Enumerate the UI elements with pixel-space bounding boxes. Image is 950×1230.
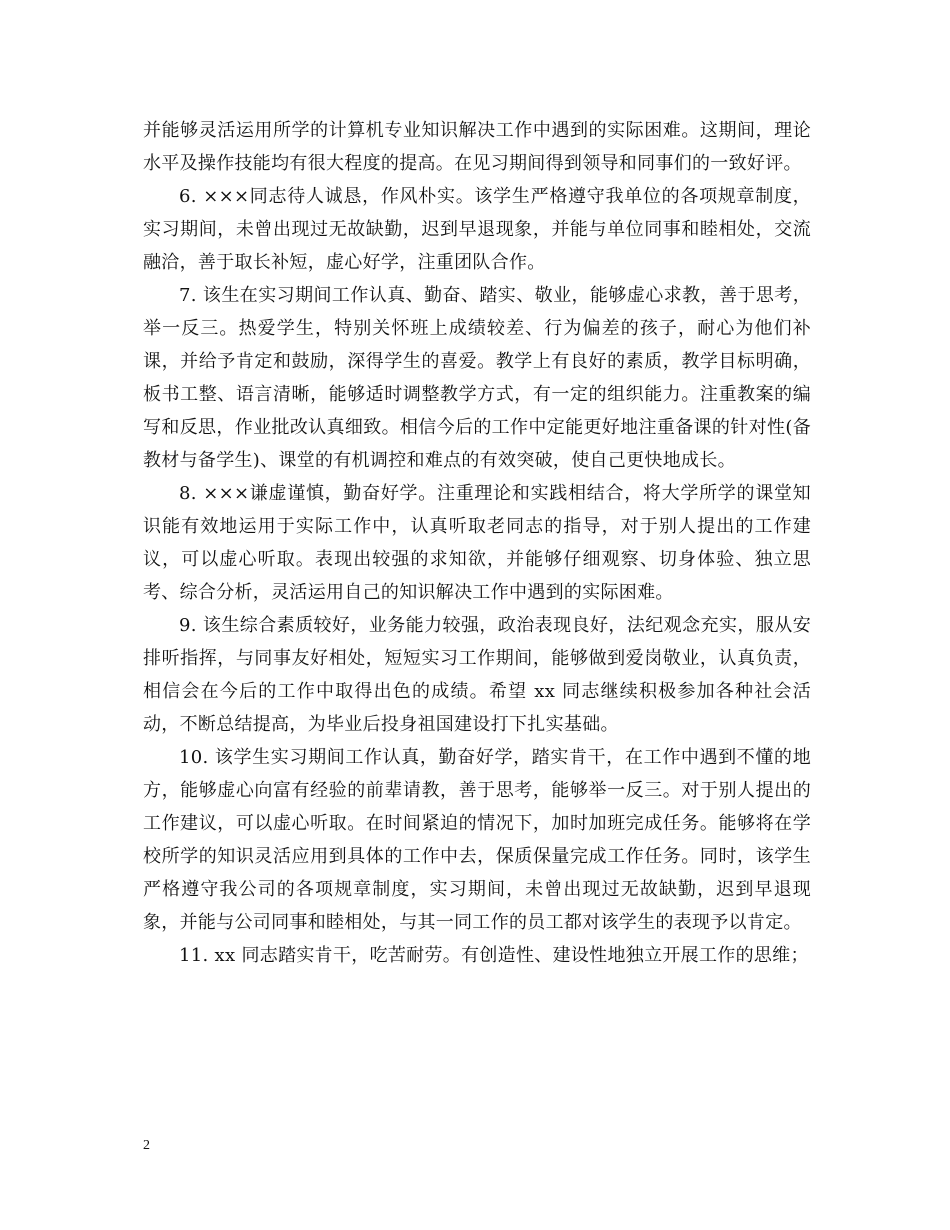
page-number: 2 [143, 1138, 150, 1153]
paragraph-item-9: 9. 该生综合素质较好，业务能力较强，政治表现良好，法纪观念充实，服从安排听指挥，与同事友好相处，短短实习工作期间，能够做到爱岗敬业，认真负责，相信会在今后的工作中取得出色的成绩。希望 xx 同志继续积极参加各种社会活动，不断总结提高，为毕业后投身祖国建设打下扎实基础。 [143, 615, 811, 735]
paragraph-item-8: 8. ×××谦虚谨慎，勤奋好学。注重理论和实践相结合，将大学所学的课堂知识能有效地运用于实际工作中，认真听取老同志的指导，对于别人提出的工作建议，可以虚心听取。表现出较强的求知欲，并能够仔细观察、切身体验、独立思考、综合分析，灵活运用自己的知识解决工作中遇到的实际困难。 [143, 483, 811, 603]
paragraph-item-6: 6. ×××同志待人诚恳，作风朴实。该学生严格遵守我单位的各项规章制度，实习期间，未曾出现过无故缺勤，迟到早退现象，并能与单位同事和睦相处，交流融洽，善于取长补短，虚心好学，注重团队合作。 [143, 186, 811, 273]
paragraph-item-7: 7. 该生在实习期间工作认真、勤奋、踏实、敬业，能够虚心求教，善于思考，举一反三。热爱学生，特别关怀班上成绩较差、行为偏差的孩子，耐心为他们补课，并给予肯定和鼓励，深得学生的喜爱。教学上有良好的素质，教学目标明确，板书工整、语言清晰，能够适时调整教学方式，有一定的组织能力。注重教案的编写和反思，作业批改认真细致。相信今后的工作中定能更好地注重备课的针对性(备教材与备学生)、课堂的有机调控和难点的有效突破，使自己更快地成长。 [143, 285, 811, 471]
paragraph-item-10: 10. 该学生实习期间工作认真，勤奋好学，踏实肯干，在工作中遇到不懂的地方，能够虚心向富有经验的前辈请教，善于思考，能够举一反三。对于别人提出的工作建议，可以虚心听取。在时间紧迫的情况下，加时加班完成任务。能够将在学校所学的知识灵活应用到具体的工作中去，保质保量完成工作任务。同时，该学生严格遵守我公司的各项规章制度，实习期间，未曾出现过无故缺勤，迟到早退现象，并能与公司同事和睦相处，与其一同工作的员工都对该学生的表现予以肯定。 [143, 747, 811, 933]
paragraph-continuation: 并能够灵活运用所学的计算机专业知识解决工作中遇到的实际困难。这期间，理论水平及操作技能均有很大程度的提高。在见习期间得到领导和同事们的一致好评。 [143, 120, 811, 174]
document-body [143, 114, 811, 972]
paragraph-item-11: 11. xx 同志踏实肯干，吃苦耐劳。有创造性、建设性地独立开展工作的思维； [179, 945, 809, 966]
